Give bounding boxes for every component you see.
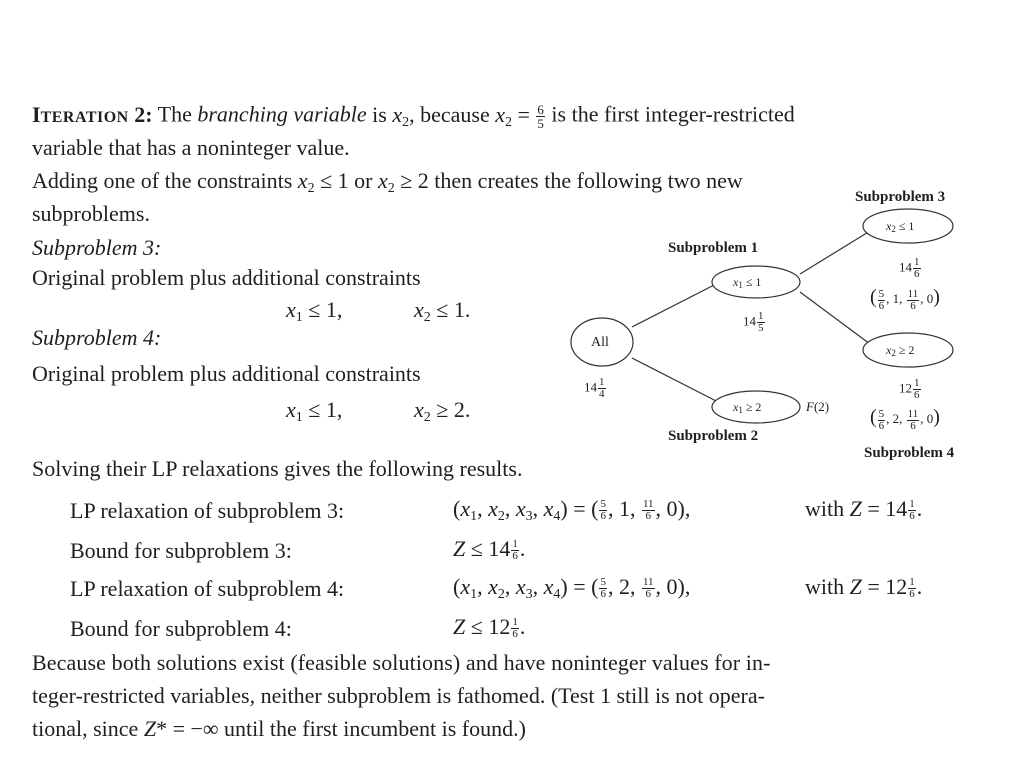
iteration-heading: ITERATION 2: bbox=[32, 101, 153, 127]
line1-post: is the first integer-restricted bbox=[551, 101, 795, 127]
result-row-3-value: ($x_1$, $x_2$, $x_3$, $x_4$) = ( $\frac{5}{6}$ , 2, $\frac{11}{6}$ , 0), bbox=[453, 574, 691, 602]
line1-pre: The bbox=[157, 101, 192, 127]
subproblem-4-desc: Original problem plus additional constraints bbox=[32, 361, 421, 386]
label-subproblem-3: Subproblem 3 bbox=[855, 189, 946, 205]
sp4-bound: 12 $\frac{1}{6}$ bbox=[899, 377, 920, 401]
edge-sp1-sp3 bbox=[800, 231, 870, 274]
node-sp1-label: $x_1 \le 1$ bbox=[733, 275, 762, 290]
node-sp2-label: $x_1 \ge 2$ bbox=[733, 400, 762, 415]
subproblem-4-constraint-1: $x_1 \le 1$, bbox=[286, 397, 343, 425]
conclusion-line-2: teger-restricted variables, neither subproblem is fathomed. (Test 1 still is not opera- bbox=[32, 683, 765, 708]
subproblem-3-title: Subproblem 3: bbox=[32, 235, 162, 260]
line1-mid: is $x_2$, because $x_2$ = bbox=[372, 101, 530, 130]
sp3-bound: 14 $\frac{1}{6}$ bbox=[899, 256, 920, 280]
result-row-2-value: Z ≤ 14 $\frac{1}{6}$ . bbox=[453, 536, 526, 563]
iteration-line-4: subproblems. bbox=[32, 201, 150, 226]
node-sp3-label: $x_2 \le 1$ bbox=[886, 219, 915, 234]
subproblem-4-title: Subproblem 4: bbox=[32, 325, 162, 350]
result-row-4-label: Bound for subproblem 4: bbox=[70, 616, 292, 641]
subproblem-4-constraint-2: $x_2 \ge 2$. bbox=[414, 397, 471, 425]
edge-all-sp1 bbox=[632, 282, 720, 327]
subproblem-3-constraint-1: $x_1 \le 1$, bbox=[286, 297, 343, 325]
edge-all-sp2 bbox=[632, 358, 722, 404]
result-row-1-extra: with Z = 14 $\frac{1}{6}$ . bbox=[805, 496, 923, 523]
label-subproblem-4: Subproblem 4 bbox=[864, 445, 955, 461]
node-all-label: All bbox=[591, 335, 609, 350]
iteration-line-2: variable that has a noninteger value. bbox=[32, 135, 350, 160]
result-row-3-extra: with Z = 12 $\frac{1}{6}$ . bbox=[805, 574, 923, 601]
line1-fraction: $\frac{6}{5}$ bbox=[537, 102, 544, 131]
edge-sp1-sp4 bbox=[800, 292, 870, 344]
sp4-solution: ( $\frac{5}{6}$ , 2, $\frac{11}{6}$ , 0) bbox=[870, 406, 940, 432]
results-intro: Solving their LP relaxations gives the following results. bbox=[32, 456, 523, 481]
node-sp4-label: $x_2 \ge 2$ bbox=[886, 343, 915, 358]
iteration-line-3: Adding one of the constraints $x_2 \le 1$ or $x_2 \ge 2$ then creates the following two new bbox=[32, 168, 743, 196]
result-row-3-label: LP relaxation of subproblem 4: bbox=[70, 576, 345, 601]
root-bound: 14 $\frac{1}{4}$ bbox=[584, 376, 605, 400]
label-subproblem-1: Subproblem 1 bbox=[668, 240, 759, 256]
sp2-tag: F(2) bbox=[806, 399, 830, 414]
subproblem-3-constraint-2: $x_2 \le 1$. bbox=[414, 297, 471, 325]
result-row-2-label: Bound for subproblem 3: bbox=[70, 538, 292, 563]
sp1-bound: 14 $\frac{1}{5}$ bbox=[743, 310, 764, 334]
conclusion-line-3: tional, since Z* = −∞ until the first incumbent is found.) bbox=[32, 716, 526, 741]
sp3-solution: ( $\frac{5}{6}$ , 1, $\frac{11}{6}$ , 0) bbox=[870, 286, 940, 312]
result-row-4-value: Z ≤ 12 $\frac{1}{6}$ . bbox=[453, 614, 526, 641]
label-subproblem-2: Subproblem 2 bbox=[668, 428, 759, 444]
subproblem-3-desc: Original problem plus additional constraints bbox=[32, 265, 421, 290]
result-row-1-label: LP relaxation of subproblem 3: bbox=[70, 498, 345, 523]
conclusion-line-1: Because both solutions exist (feasible solutions) and have noninteger values for in- bbox=[32, 650, 771, 675]
result-row-1-value: ($x_1$, $x_2$, $x_3$, $x_4$) = ( $\frac{5}{6}$ , 1, $\frac{11}{6}$ , 0), bbox=[453, 496, 691, 524]
branching-variable-term: branching variable bbox=[197, 101, 367, 127]
